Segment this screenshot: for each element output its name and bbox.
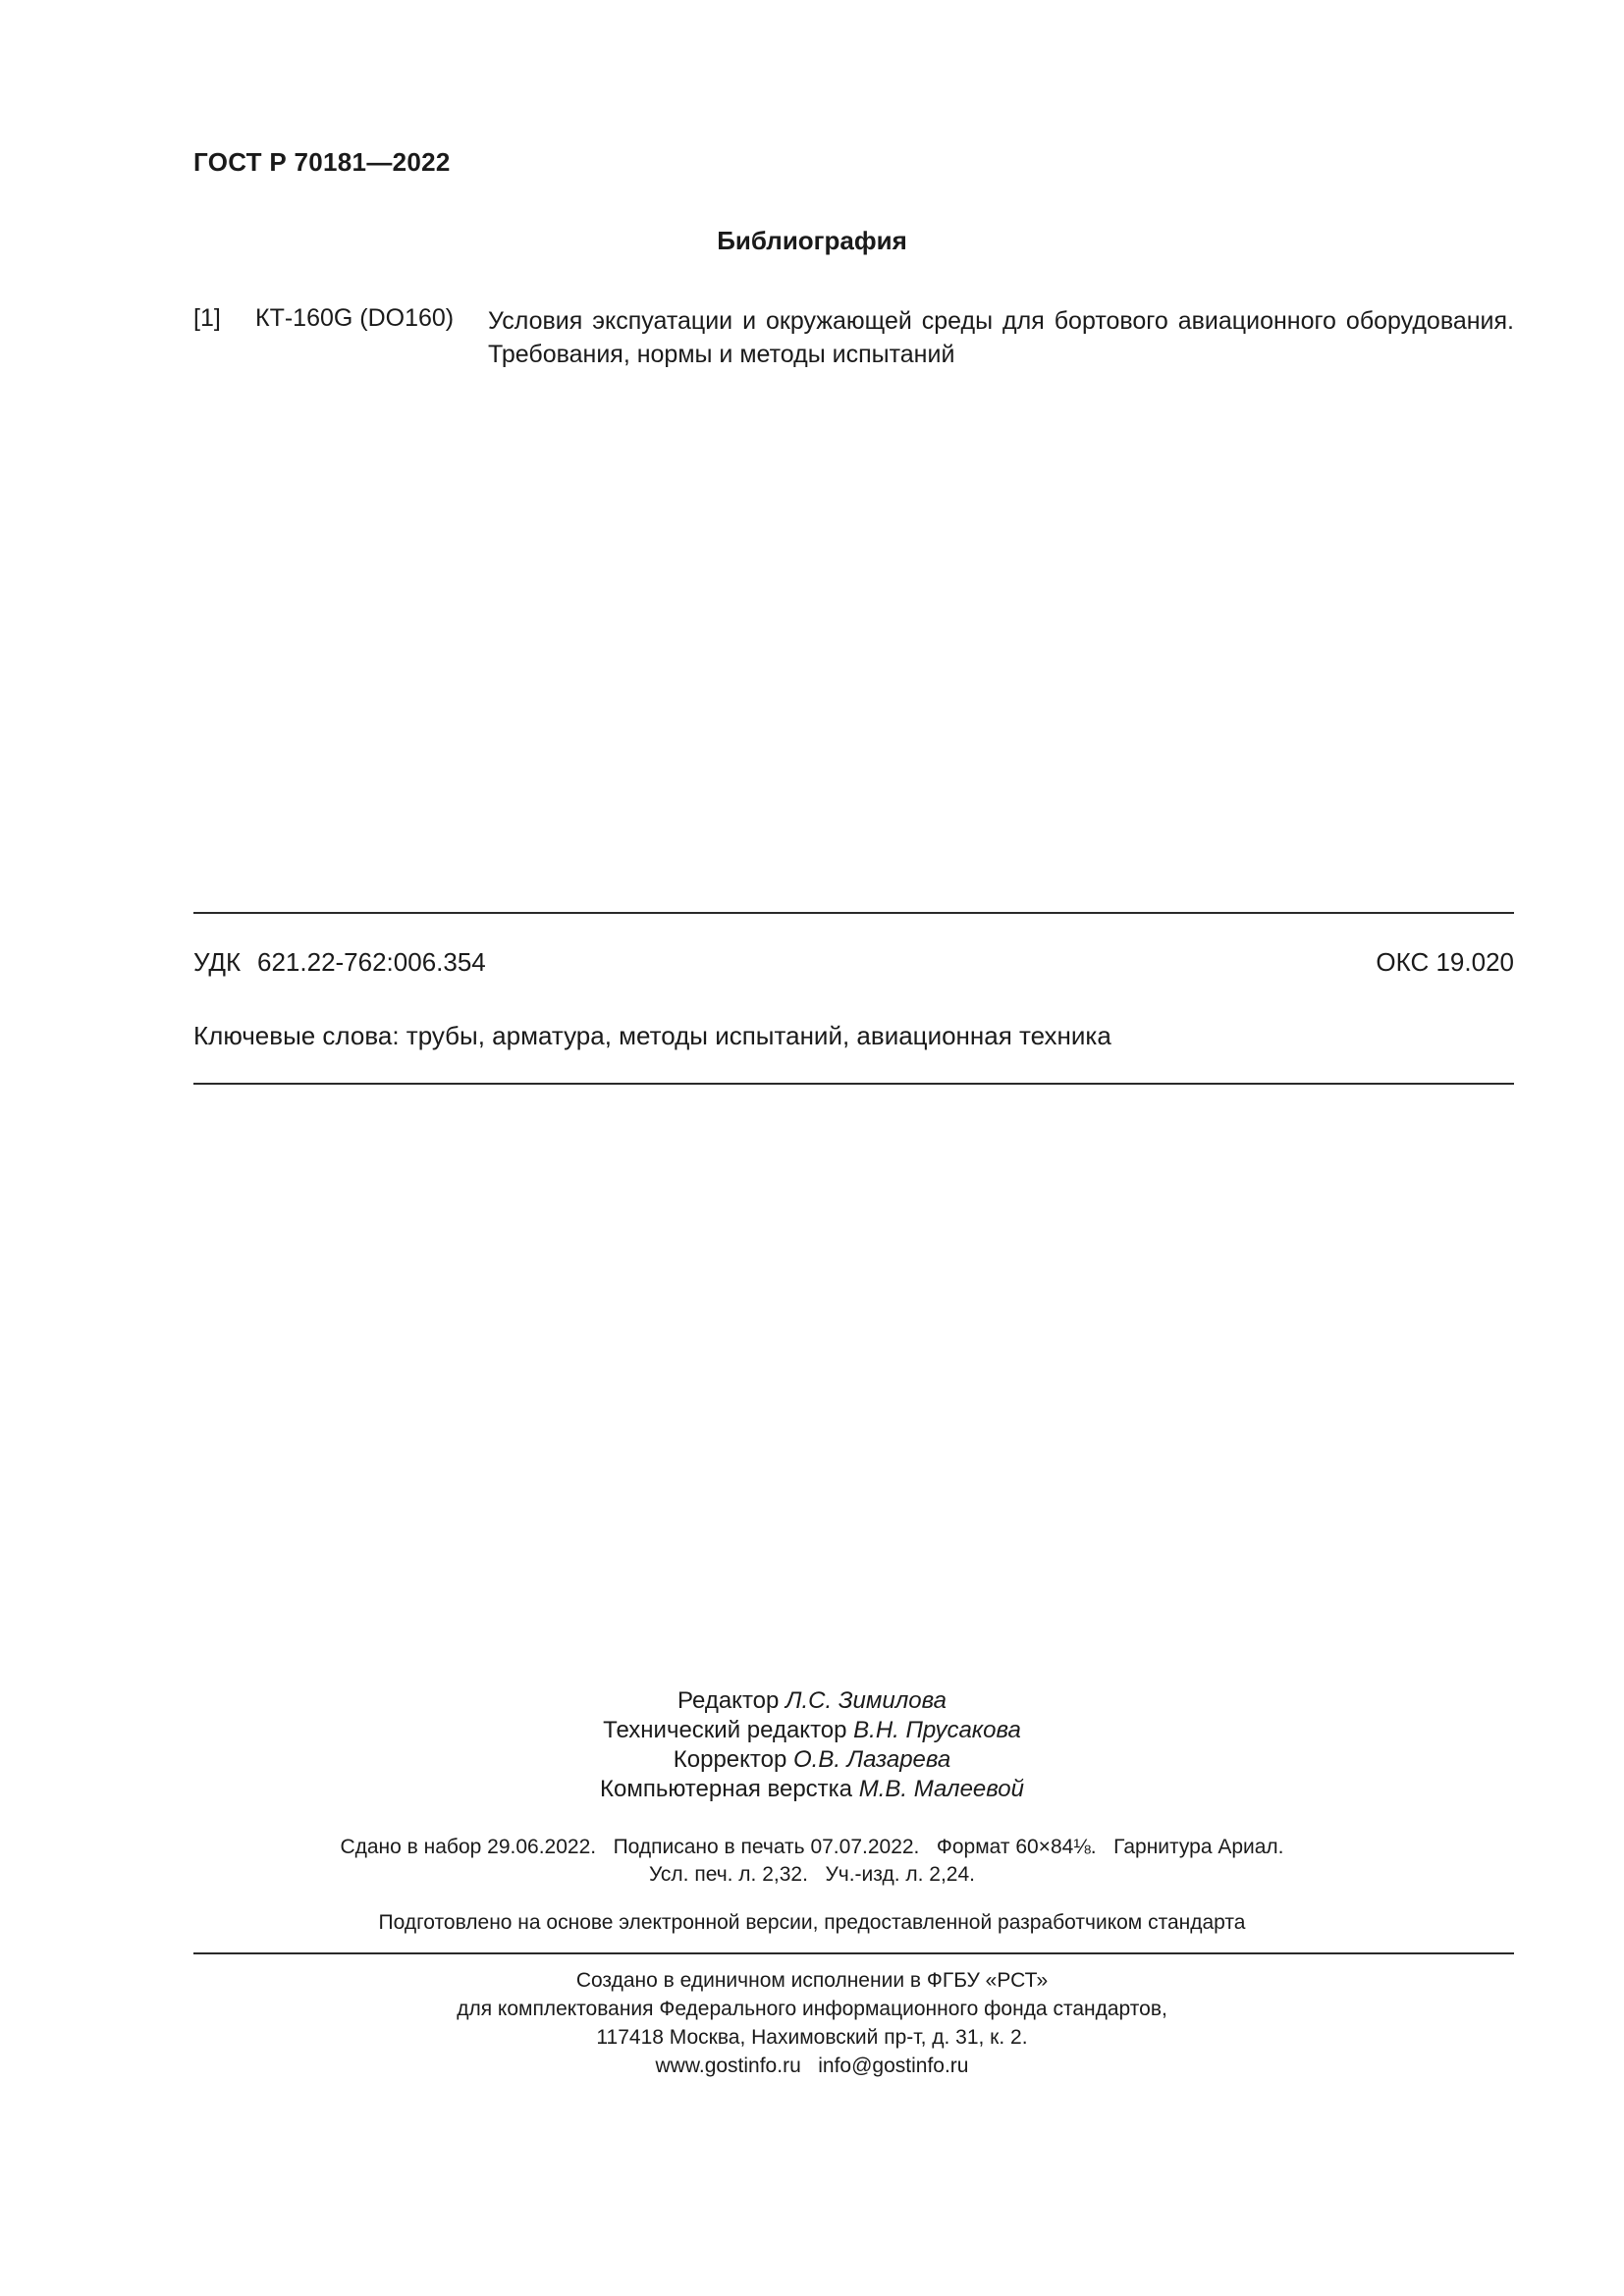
footer-line-3: 117418 Москва, Нахимовский пр-т, д. 31, к. 2.	[596, 2026, 1028, 2049]
credit-proofreader	[0, 1745, 1624, 1775]
footer-line-2: для комплектования Федерального информационного фонда стандартов,	[457, 1998, 1167, 2020]
oks-code: ОКС 19.020	[1376, 947, 1514, 977]
udk-label: УДК	[193, 947, 242, 977]
credit-editor	[0, 1686, 1624, 1716]
document-code: ГОСТ Р 70181—2022	[193, 147, 451, 177]
udk-value: 621.22-762:006.354	[257, 947, 486, 977]
prepared-note: Подготовлено на основе электронной версии, предоставленной разработчиком стандарта	[378, 1911, 1246, 1934]
reference-text	[488, 304, 1514, 371]
reference-code: КТ-160G (DO160)	[255, 304, 455, 332]
divider-middle	[193, 1083, 1514, 1085]
credit-name: М.В. Малеевой	[858, 1776, 1024, 1802]
credits-block	[0, 1686, 1624, 1804]
print-info	[0, 1834, 1624, 1889]
divider-top	[193, 912, 1514, 914]
bibliography-title: Библиография	[717, 226, 907, 255]
credit-name: Л.С. Зимилова	[785, 1687, 947, 1714]
print-info-line-2: Усл. печ. л. 2,32. Уч.-изд. л. 2,24.	[648, 1863, 975, 1886]
credit-layout	[0, 1775, 1624, 1804]
reference-text-line-2: Требования, нормы и методы испытаний	[488, 341, 955, 368]
credit-technical-editor	[0, 1716, 1624, 1745]
reference-text-line-1: Условия экспуатации и окружающей среды для бортового авиационного оборудования.	[488, 307, 1514, 335]
footer-links: www.gostinfo.ru info@gostinfo.ru	[655, 2055, 969, 2077]
credit-name: О.В. Лазарева	[793, 1746, 951, 1773]
credit-role: Компьютерная верстка	[600, 1776, 853, 1802]
footer-line-1: Создано в единичном исполнении в ФГБУ «РСТ»	[575, 1969, 1049, 1992]
publisher-footer	[0, 1966, 1624, 2080]
keywords: Ключевые слова: трубы, арматура, методы испытаний, авиационная техника	[193, 1021, 1111, 1050]
credit-role: Технический редактор	[603, 1717, 847, 1743]
divider-bottom	[193, 1952, 1514, 1954]
reference-number: [1]	[193, 304, 221, 332]
credit-name: В.Н. Прусакова	[853, 1717, 1021, 1743]
credit-role: Корректор	[673, 1746, 787, 1773]
credit-role: Редактор	[677, 1687, 780, 1714]
print-info-line-1: Сдано в набор 29.06.2022. Подписано в печать 07.07.2022. Формат 60×84⅛. Гарнитура Ариал.	[340, 1836, 1284, 1858]
